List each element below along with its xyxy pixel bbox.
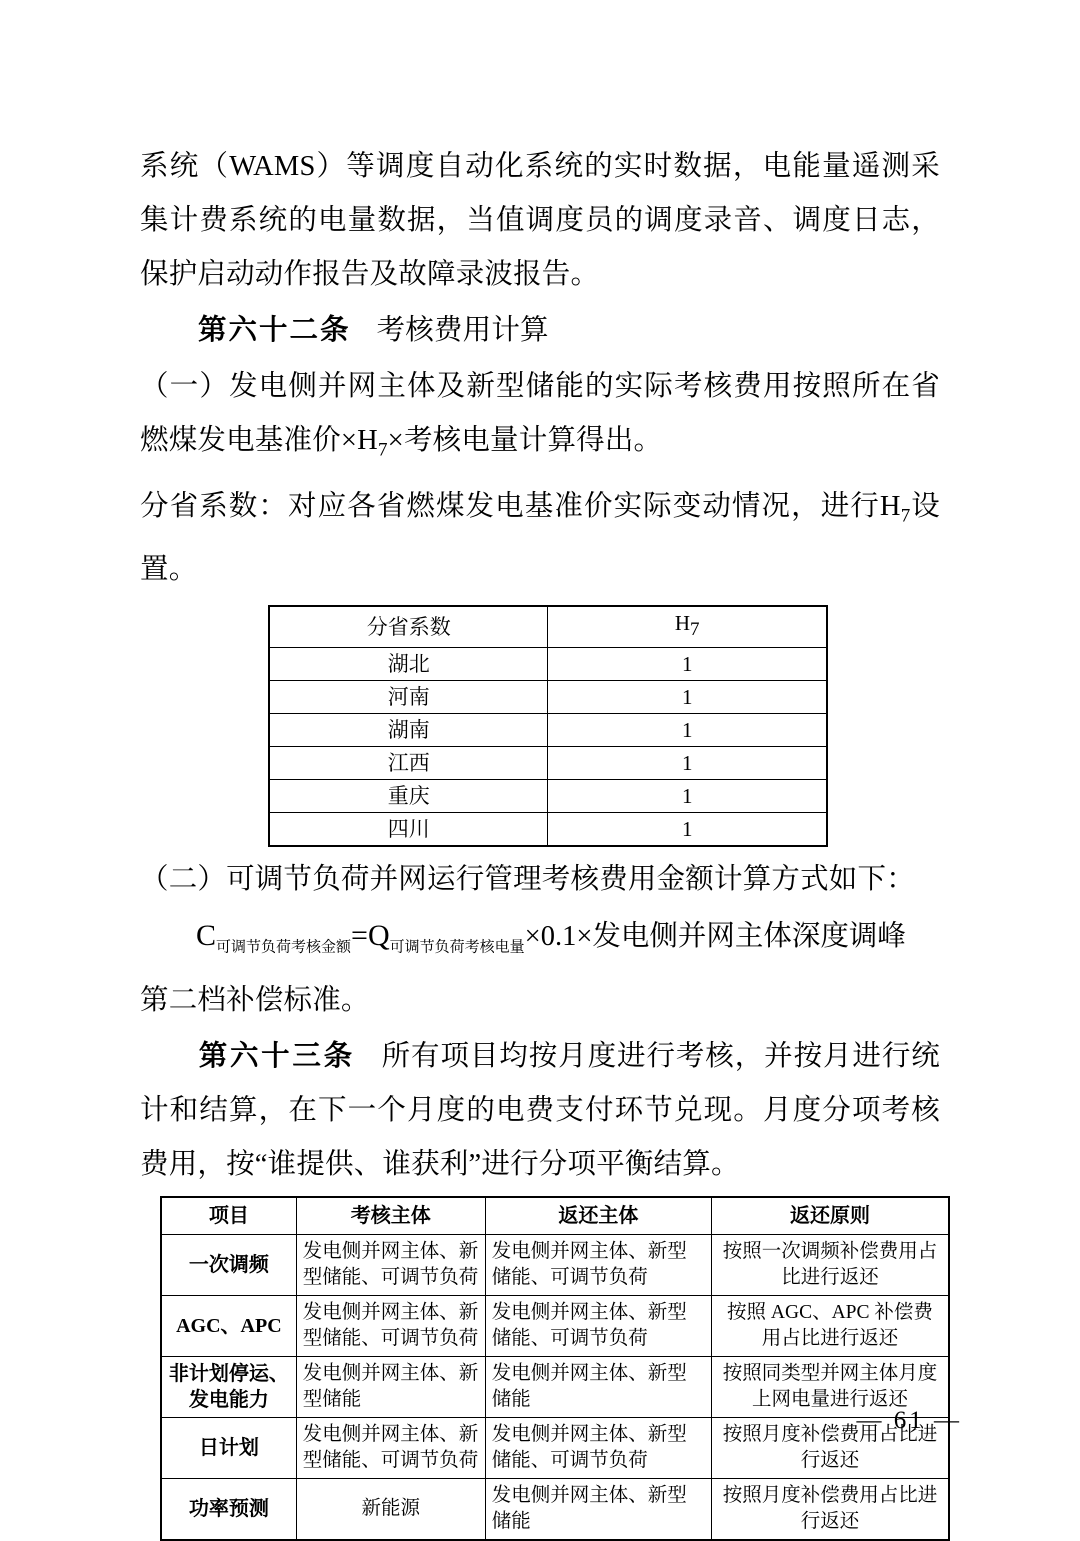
row-return-principle: 按照 AGC、APC 补偿费用占比进行返还 — [711, 1296, 949, 1357]
row-return-subject: 发电侧并网主体、新型储能、可调节负荷 — [485, 1418, 711, 1479]
paragraph-item-1-prefix: （一）发电侧并网主体及新型储能的实际考核费用按照所在省燃煤发电基准价×H — [140, 371, 940, 456]
page-number: — 61 — — [856, 1407, 962, 1434]
formula-q-subscript: 可调节负荷考核电量 — [389, 939, 525, 956]
row-return-principle: 按照月度补偿费用占比进行返还 — [711, 1418, 949, 1479]
row-return-subject: 发电侧并网主体、新型储能 — [485, 1479, 711, 1541]
formula-equals-q: =Q — [351, 918, 390, 952]
province-name: 河南 — [269, 680, 548, 713]
province-value: 1 — [548, 779, 827, 812]
header-assessment-subject: 考核主体 — [296, 1197, 485, 1235]
header-h7: H7 — [548, 606, 827, 647]
page-content — [140, 140, 940, 1541]
article-63-paragraph — [140, 1030, 940, 1192]
article-63-text: 所有项目均按月度进行考核，并按月进行统计和结算，在下一个月度的电费支付环节兑现。月度分项考核费用，按“谁提供、谁获利”进行分项平衡结算。 — [140, 1041, 940, 1181]
province-name: 湖北 — [269, 647, 548, 680]
paragraph-item-1 — [140, 360, 940, 478]
province-name: 重庆 — [269, 779, 548, 812]
table-row — [161, 1357, 949, 1418]
header-item: 项目 — [161, 1197, 296, 1235]
row-assessment-subject: 发电侧并网主体、新型储能 — [296, 1357, 485, 1418]
table-header-row — [269, 606, 827, 647]
province-coefficient-table — [268, 605, 828, 846]
table-row — [161, 1296, 949, 1357]
article-62-number: 第六十二条 — [198, 315, 351, 346]
paragraph-province-coefficient — [140, 480, 940, 598]
h7-subscript: 7 — [377, 439, 388, 461]
paragraph-item-1-suffix: ×考核电量计算得出。 — [387, 425, 663, 456]
header-return-principle: 返还原则 — [711, 1197, 949, 1235]
header-province-coefficient: 分省系数 — [269, 606, 548, 647]
row-item-name: 非计划停运、发电能力 — [161, 1357, 296, 1418]
province-value: 1 — [548, 680, 827, 713]
formula-line — [140, 909, 940, 975]
table-row — [269, 746, 827, 779]
province-value: 1 — [548, 746, 827, 779]
table-row — [269, 713, 827, 746]
paragraph-province-suffix: 设置。 — [140, 490, 940, 586]
row-item-name: 一次调频 — [161, 1235, 296, 1296]
article-62-heading-line — [140, 304, 940, 358]
row-assessment-subject: 发电侧并网主体、新型储能、可调节负荷 — [296, 1418, 485, 1479]
h7-subscript-2: 7 — [900, 505, 911, 527]
row-return-principle: 按照同类型并网主体月度上网电量进行返还 — [711, 1357, 949, 1418]
table-row — [269, 779, 827, 812]
article-63-number: 第六十三条 — [198, 1041, 355, 1073]
row-item-name: AGC、APC — [161, 1296, 296, 1357]
table-header-row — [161, 1197, 949, 1235]
row-item-name: 日计划 — [161, 1418, 296, 1479]
row-assessment-subject: 发电侧并网主体、新型储能、可调节负荷 — [296, 1235, 485, 1296]
row-assessment-subject: 新能源 — [296, 1479, 485, 1541]
row-item-name: 功率预测 — [161, 1479, 296, 1541]
table-row — [161, 1479, 949, 1541]
row-return-subject: 发电侧并网主体、新型储能、可调节负荷 — [485, 1235, 711, 1296]
row-return-subject: 发电侧并网主体、新型储能、可调节负荷 — [485, 1296, 711, 1357]
table-row — [269, 812, 827, 846]
paragraph-item-2: （二）可调节负荷并网运行管理考核费用金额计算方式如下： — [140, 863, 915, 895]
province-value: 1 — [548, 713, 827, 746]
paragraph-continuation: 系统（WAMS）等调度自动化系统的实时数据，电能量遥测采集计费系统的电量数据，当值调度员的调度录音、调度日志，保护启动动作报告及故障录波报告。 — [140, 151, 940, 290]
formula-c-subscript: 可调节负荷考核金额 — [216, 939, 352, 956]
table-row — [161, 1418, 949, 1479]
table-row — [269, 680, 827, 713]
header-return-subject: 返还主体 — [485, 1197, 711, 1235]
province-name: 江西 — [269, 746, 548, 779]
row-assessment-subject: 发电侧并网主体、新型储能、可调节负荷 — [296, 1296, 485, 1357]
province-value: 1 — [548, 647, 827, 680]
province-name: 四川 — [269, 812, 548, 846]
row-return-principle: 按照月度补偿费用占比进行返还 — [711, 1479, 949, 1541]
row-return-subject: 发电侧并网主体、新型储能 — [485, 1357, 711, 1418]
assessment-items-table — [160, 1196, 950, 1541]
province-value: 1 — [548, 812, 827, 846]
formula-c: C — [196, 918, 217, 952]
table-row — [161, 1235, 949, 1296]
province-name: 湖南 — [269, 713, 548, 746]
formula-line-2: 第二档补偿标准。 — [140, 985, 370, 1017]
table-row — [269, 647, 827, 680]
article-62-title: 考核费用计算 — [376, 315, 549, 346]
row-return-principle: 按照一次调频补偿费用占比进行返还 — [711, 1235, 949, 1296]
paragraph-province-prefix: 分省系数：对应各省燃煤发电基准价实际变动情况，进行H — [140, 490, 901, 522]
formula-tail: ×0.1×发电侧并网主体深度调峰 — [524, 920, 906, 952]
